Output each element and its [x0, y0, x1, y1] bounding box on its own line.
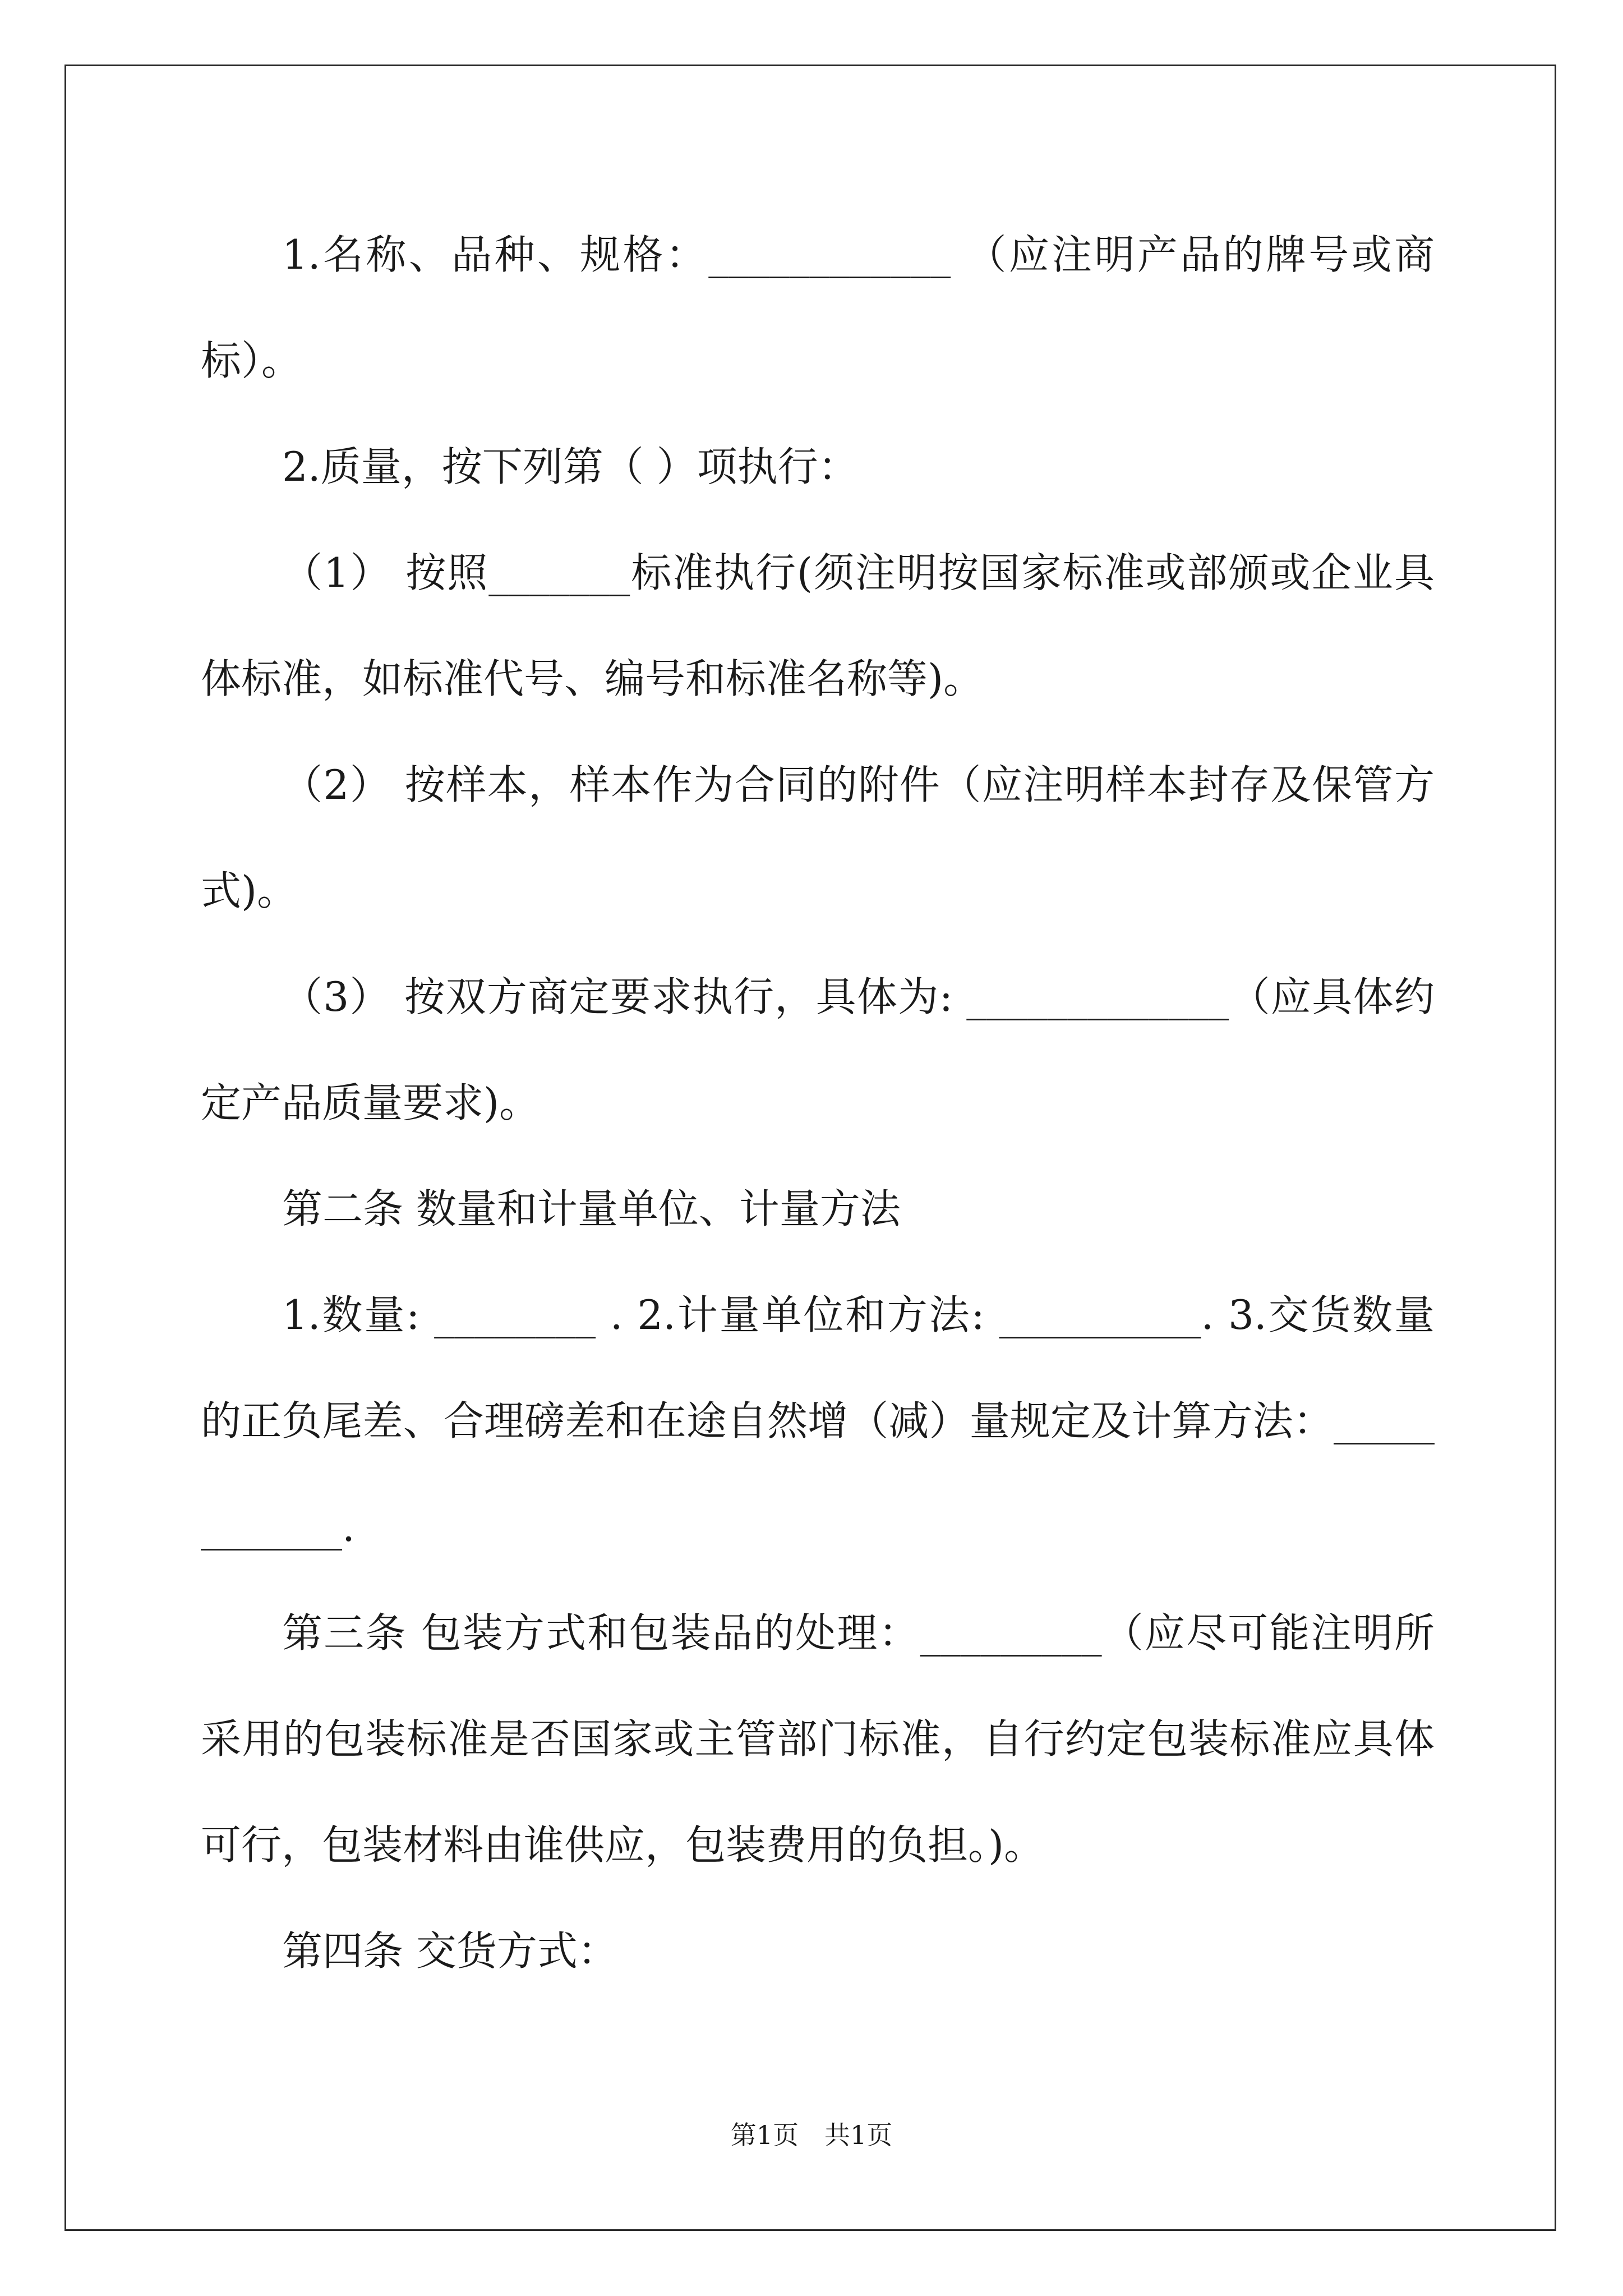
paragraph-quality: 2.质量，按下列第（ ）项执行：: [282, 443, 859, 490]
page-footer: 第1页 共1页: [730, 2120, 893, 2150]
article-3-packaging: 第三条 包装方式和包装品的处理：_________（应尽可能注明所采用的包装标准是否国家或主管部门标准，自行约定包装标准应具体可行，包装材料由谁供应，包装费用的负担。)。: [201, 1609, 1435, 1869]
paragraph-name-spec: 1.名称、品种、规格：____________ （应注明产品的牌号或商标）。: [201, 231, 1435, 384]
paragraph-quality-option-2: （2） 按样本，样本作为合同的附件（应注明样本封存及保管方式)。: [201, 761, 1435, 914]
document-body: [201, 202, 1435, 2004]
article-2-heading: 第二条 数量和计量单位、计量方法: [282, 1185, 901, 1232]
paragraph-quantity: 1.数量: ________ . 2.计量单位和方法: __________. 3.交货数量的正负尾差、合理磅差和在途自然增（减）量规定及计算方法：____________.: [201, 1291, 1435, 1550]
article-4-delivery: 第四条 交货方式：: [282, 1927, 618, 1975]
paragraph-quality-option-1: （1） 按照_______标准执行(须注明按国家标准或部颁或企业具体标准，如标准代号、编号和标准名称等)。: [201, 549, 1435, 702]
paragraph-quality-option-3: （3） 按双方商定要求执行，具体为: _____________（应具体约定产品质量要求)。: [201, 973, 1435, 1126]
